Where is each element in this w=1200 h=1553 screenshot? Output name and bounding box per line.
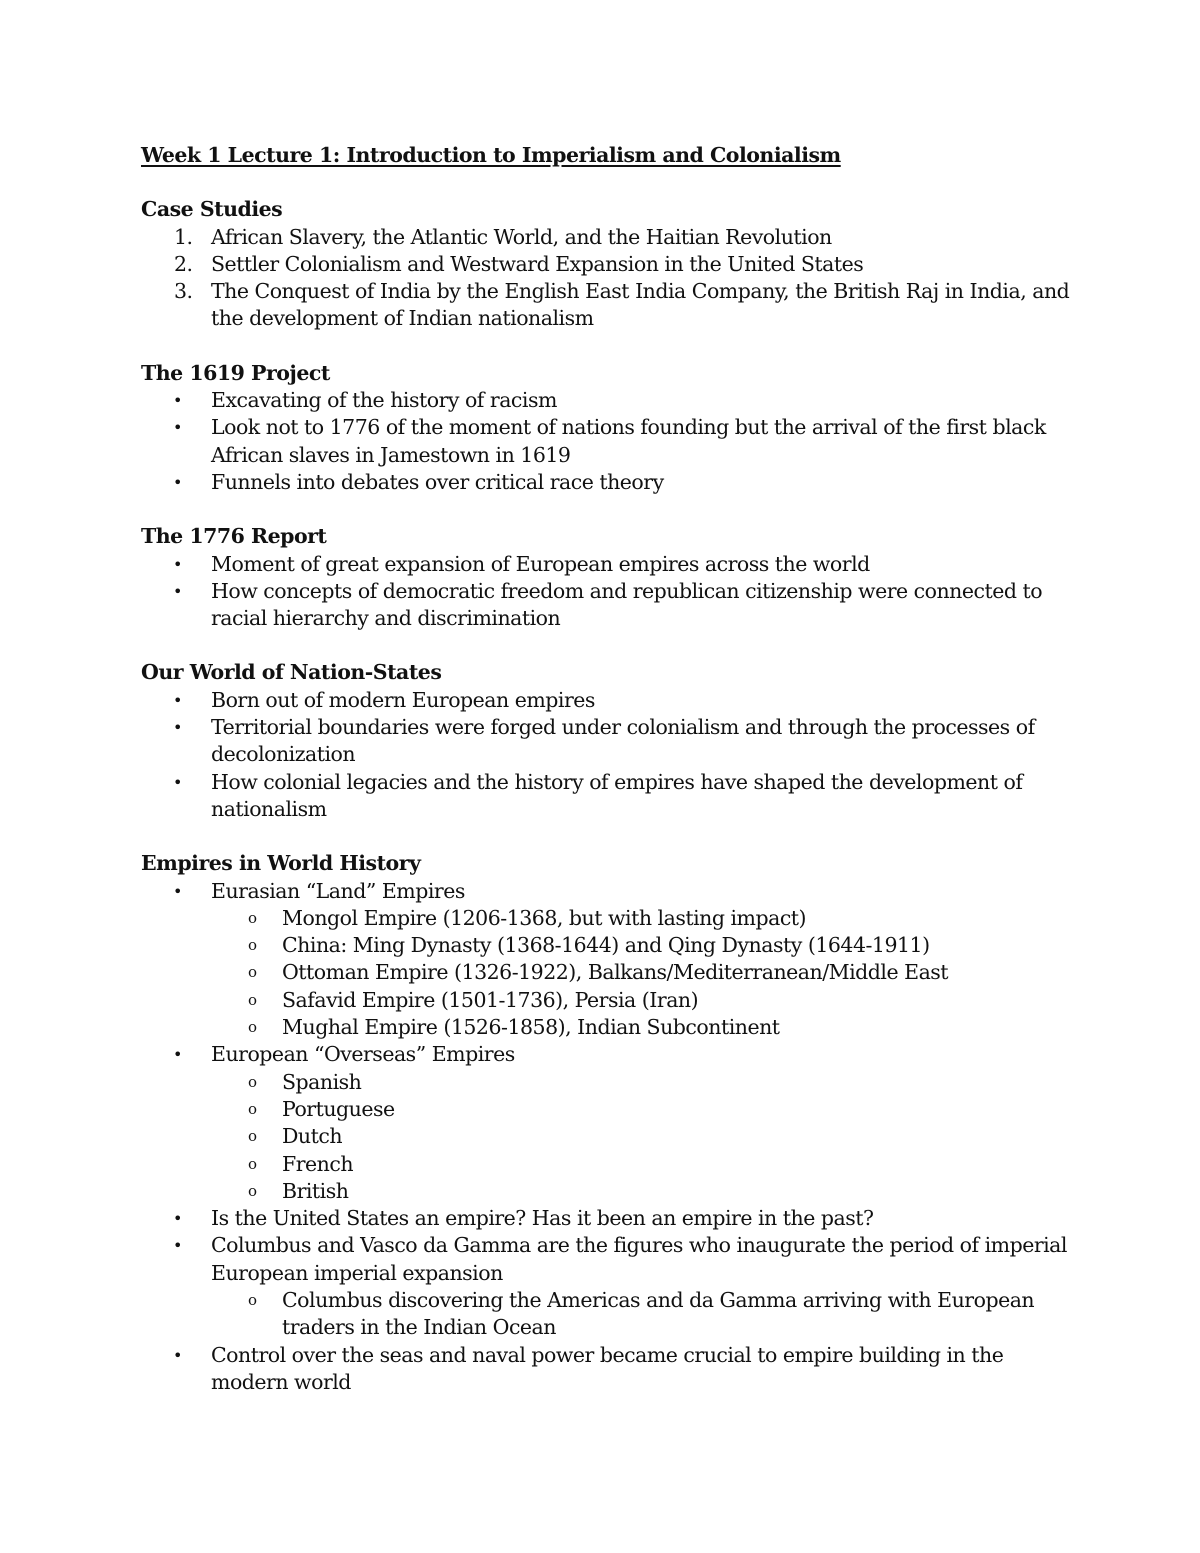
section-heading: Empires in World History xyxy=(141,851,421,876)
bullet-icon: • xyxy=(173,1236,182,1256)
list-item xyxy=(141,687,1071,714)
list-item xyxy=(141,1232,1071,1341)
sub-list-item xyxy=(211,905,1071,932)
bullet-icon: • xyxy=(173,1045,182,1065)
list-item-text: Settler Colonialism and Westward Expansion in the United States xyxy=(211,251,864,276)
list-number: 2. xyxy=(174,251,193,276)
list-item xyxy=(141,469,1071,496)
sub-list xyxy=(211,1287,1071,1342)
bullet-icon: • xyxy=(173,554,182,574)
bullet-list xyxy=(141,687,1071,823)
section-1776-report xyxy=(141,523,1071,632)
list-item-text: Funnels into debates over critical race theory xyxy=(211,469,664,494)
list-item xyxy=(141,387,1071,414)
section-heading: Our World of Nation-States xyxy=(141,660,442,685)
list-item-text: China: Ming Dynasty (1368-1644) and Qing Dynasty (1644-1911) xyxy=(282,933,930,958)
section-heading: The 1619 Project xyxy=(141,360,330,385)
circle-bullet-icon: o xyxy=(248,1127,257,1146)
sub-list-item xyxy=(211,1151,1071,1178)
list-item-text: Safavid Empire (1501-1736), Persia (Iran) xyxy=(282,987,699,1012)
list-item xyxy=(141,769,1071,824)
section-heading: The 1776 Report xyxy=(141,524,327,549)
list-number: 1. xyxy=(174,224,193,249)
list-item-text: Born out of modern European empires xyxy=(211,687,595,712)
section-1619-project xyxy=(141,360,1071,496)
bullet-list xyxy=(141,387,1071,496)
list-item xyxy=(141,224,1071,251)
list-item xyxy=(141,878,1071,1042)
list-item-text: Territorial boundaries were forged under colonialism and through the processes of decolonization xyxy=(211,715,1035,767)
sub-list-item xyxy=(211,1014,1071,1041)
list-item-text: The Conquest of India by the English East India Company, the British Raj in India, and the development of Indian nationalism xyxy=(211,279,1070,331)
list-item-text: Moment of great expansion of European empires across the world xyxy=(211,551,870,576)
list-item xyxy=(141,551,1071,578)
circle-bullet-icon: o xyxy=(248,1099,257,1118)
list-item-text: African Slavery, the Atlantic World, and the Haitian Revolution xyxy=(211,224,832,249)
bullet-icon: • xyxy=(173,581,182,601)
list-item-text: Spanish xyxy=(282,1069,362,1094)
bullet-icon: • xyxy=(173,881,182,901)
bullet-icon: • xyxy=(173,1345,182,1365)
numbered-list xyxy=(141,224,1071,333)
list-item-text: Dutch xyxy=(282,1124,343,1149)
document-title: Week 1 Lecture 1: Introduction to Imperialism and Colonialism xyxy=(141,143,841,167)
list-item-text: How colonial legacies and the history of empires have shaped the development of nationalism xyxy=(211,769,1023,821)
bullet-icon: • xyxy=(173,690,182,710)
bullet-list xyxy=(141,551,1071,633)
circle-bullet-icon: o xyxy=(248,1072,257,1091)
section-nation-states xyxy=(141,659,1071,823)
section-heading: Case Studies xyxy=(141,197,283,222)
list-item xyxy=(141,714,1071,769)
list-item-text: European “Overseas” Empires xyxy=(211,1042,515,1067)
list-item-text: Columbus discovering the Americas and da Gamma arriving with European traders in the Indian Ocean xyxy=(282,1287,1035,1340)
list-item-text: British xyxy=(282,1178,349,1203)
list-item xyxy=(141,414,1071,469)
bullet-icon: • xyxy=(173,772,182,792)
sub-list-item xyxy=(211,1178,1071,1205)
circle-bullet-icon: o xyxy=(248,936,257,955)
list-item-text: Eurasian “Land” Empires xyxy=(211,878,465,903)
list-item xyxy=(141,1342,1071,1397)
list-item xyxy=(141,1205,1071,1232)
bullet-icon: • xyxy=(173,391,182,411)
bullet-icon: • xyxy=(173,472,182,492)
list-item-text: Mongol Empire (1206-1368, but with lasting impact) xyxy=(282,905,807,930)
bullet-list xyxy=(141,878,1071,1397)
list-item-text: Columbus and Vasco da Gamma are the figures who inaugurate the period of imperial European imperial expansion xyxy=(211,1233,1067,1285)
circle-bullet-icon: o xyxy=(248,908,257,927)
list-number: 3. xyxy=(174,279,193,304)
sub-list xyxy=(211,1069,1071,1205)
sub-list-item xyxy=(211,959,1071,986)
list-item-text: French xyxy=(282,1151,354,1176)
list-item-text: Is the United States an empire? Has it been an empire in the past? xyxy=(211,1206,874,1231)
sub-list xyxy=(211,905,1071,1041)
bullet-icon: • xyxy=(173,418,182,438)
circle-bullet-icon: o xyxy=(248,963,257,982)
list-item-text: Mughal Empire (1526-1858), Indian Subcontinent xyxy=(282,1015,780,1040)
sub-list-item xyxy=(211,1287,1071,1342)
circle-bullet-icon: o xyxy=(248,1290,257,1309)
list-item-text: How concepts of democratic freedom and republican citizenship were connected to racial hierarchy and discrimination xyxy=(211,578,1043,631)
list-item xyxy=(141,578,1071,633)
circle-bullet-icon: o xyxy=(248,990,257,1009)
section-empires-world-history xyxy=(141,850,1071,1396)
sub-list-item xyxy=(211,932,1071,959)
document-page xyxy=(141,142,1071,1423)
list-item-text: Excavating of the history of racism xyxy=(211,388,557,413)
section-case-studies xyxy=(141,196,1071,332)
bullet-icon: • xyxy=(173,718,182,738)
bullet-icon: • xyxy=(173,1209,182,1229)
list-item-text: Portuguese xyxy=(282,1096,395,1121)
list-item xyxy=(141,278,1071,333)
circle-bullet-icon: o xyxy=(248,1018,257,1037)
sub-list-item xyxy=(211,1096,1071,1123)
sub-list-item xyxy=(211,1069,1071,1096)
circle-bullet-icon: o xyxy=(248,1181,257,1200)
sub-list-item xyxy=(211,1123,1071,1150)
circle-bullet-icon: o xyxy=(248,1154,257,1173)
list-item-text: Control over the seas and naval power became crucial to empire building in the modern world xyxy=(211,1342,1004,1394)
list-item xyxy=(141,251,1071,278)
sub-list-item xyxy=(211,987,1071,1014)
list-item-text: Look not to 1776 of the moment of nations founding but the arrival of the first black African slaves in Jamestown in 1619 xyxy=(211,415,1046,467)
list-item xyxy=(141,1041,1071,1205)
list-item-text: Ottoman Empire (1326-1922), Balkans/Mediterranean/Middle East xyxy=(282,960,949,985)
